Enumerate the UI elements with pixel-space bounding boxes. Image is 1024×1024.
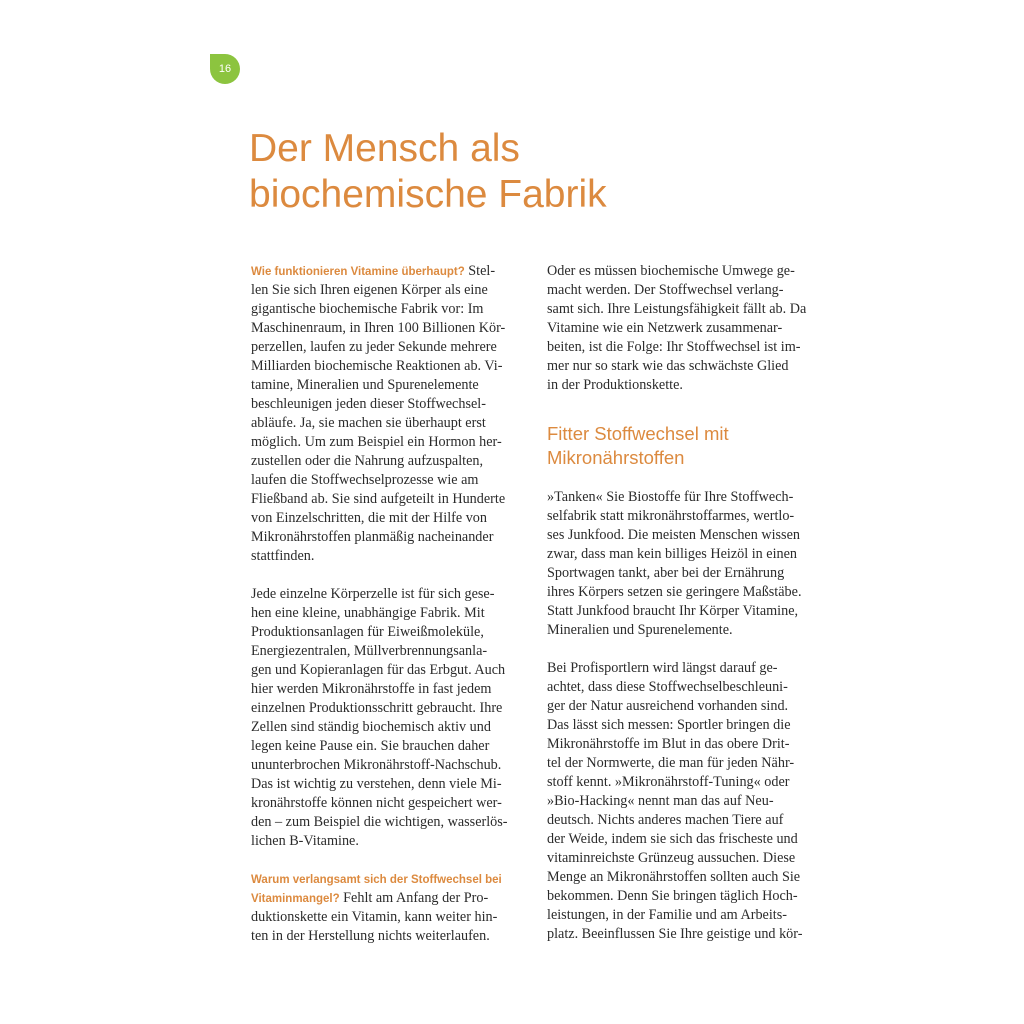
paragraph-line: hier werden Mikronährstoffe in fast jedem — [251, 681, 492, 697]
paragraph-line: beschleunigen jeden dieser Stoffwechsel- — [251, 396, 486, 412]
paragraph-line: tamine, Mineralien und Spurenelemente — [251, 377, 479, 393]
paragraph-umwege — [547, 262, 817, 395]
page-title — [249, 126, 809, 218]
paragraph-line: kronährstoffe können nicht gespeichert wer- — [251, 795, 502, 811]
paragraph-line: ununterbrochen Mikronährstoff-Nachschub. — [251, 757, 502, 773]
paragraph-text: Fehlt am Anfang der Pro- — [339, 890, 489, 906]
paragraph-line: Jede einzelne Körperzelle ist für sich gese- — [251, 586, 495, 602]
paragraph-line: Bei Profisportlern wird längst darauf ge- — [547, 660, 778, 676]
paragraph-line: hen eine kleine, unabhängige Fabrik. Mit — [251, 605, 485, 621]
paragraph-line: bekommen. Denn Sie bringen täglich Hoch- — [547, 888, 798, 904]
paragraph-line: len Sie sich Ihren eigenen Körper als eine — [251, 282, 488, 298]
paragraph-text: Stel- — [464, 263, 496, 279]
paragraph-line: Statt Junkfood braucht Ihr Körper Vitamine, — [547, 603, 799, 619]
paragraph-line: Energiezentralen, Müllverbrennungsanla- — [251, 643, 488, 659]
paragraph-line: macht werden. Der Stoffwechsel verlang- — [547, 282, 784, 298]
paragraph-vitamine — [251, 262, 521, 566]
paragraph-line: stoff kennt. »Mikronährstoff-Tuning« oder — [547, 774, 790, 790]
paragraph-line: selfabrik statt mikronährstoffarmes, wertlo- — [547, 508, 795, 524]
page-number-badge: 16 — [210, 54, 240, 84]
paragraph-line: ihres Körpers setzen sie geringere Maßstäbe. — [547, 584, 802, 600]
paragraph-line: ten in der Herstellung nichts weiterlaufen. — [251, 928, 490, 944]
paragraph-line: platz. Beeinflussen Sie Ihre geistige und kör- — [547, 926, 803, 942]
paragraph-line: Oder es müssen biochemische Umwege ge- — [547, 263, 795, 279]
subheading-line: Fitter Stoffwechsel mit — [547, 423, 729, 444]
paragraph-line: Das lässt sich messen: Sportler bringen die — [547, 717, 791, 733]
lead-question: Warum verlangsamt sich der Stoffwechsel bei — [251, 874, 502, 886]
left-column — [251, 262, 521, 946]
paragraph-line: einzelnen Produktionsschritt gebraucht. Ihre — [251, 700, 503, 716]
paragraph-profisportler — [547, 659, 817, 944]
paragraph-line: Milliarden biochemische Reaktionen ab. Vi- — [251, 358, 503, 374]
paragraph-line: achtet, dass diese Stoffwechselbeschleuni- — [547, 679, 788, 695]
paragraph-line: gen und Kopieranlagen für das Erbgut. Auch — [251, 662, 506, 678]
paragraph-line: tel der Normwerte, die man für jeden Nähr- — [547, 755, 795, 771]
paragraph-line: den – zum Beispiel die wichtigen, wasserlös- — [251, 814, 508, 830]
paragraph-line: Sportwagen tankt, aber bei der Ernährung — [547, 565, 785, 581]
paragraph-line: perzellen, laufen zu jeder Sekunde mehrere — [251, 339, 497, 355]
paragraph-line: deutsch. Nichts anderes machen Tiere auf — [547, 812, 784, 828]
paragraph-line: »Tanken« Sie Biostoffe für Ihre Stoffwech- — [547, 489, 794, 505]
paragraph-line: vitaminreichste Grünzeug aussuchen. Diese — [547, 850, 796, 866]
paragraph-line: Mineralien und Spurenelemente. — [547, 622, 733, 638]
paragraph-tanken — [547, 488, 817, 640]
paragraph-line: zustellen oder die Nahrung aufzuspalten, — [251, 453, 484, 469]
paragraph-line: »Bio-Hacking« nennt man das auf Neu- — [547, 793, 774, 809]
paragraph-line: duktionskette ein Vitamin, kann weiter hin- — [251, 909, 498, 925]
page-title-line: Der Mensch als — [249, 127, 520, 170]
paragraph-line: Zellen sind ständig biochemisch aktiv und — [251, 719, 491, 735]
paragraph-line: leistungen, in der Familie und am Arbeits- — [547, 907, 787, 923]
paragraph-line: laufen die Stoffwechselprozesse wie am — [251, 472, 479, 488]
paragraph-line — [251, 262, 521, 281]
paragraph-line: Mikronährstoffen planmäßig nacheinander — [251, 529, 494, 545]
section-subheading — [547, 422, 817, 470]
paragraph-line: abläufe. Ja, sie machen sie überhaupt erst — [251, 415, 486, 431]
paragraph-line: Das ist wichtig zu verstehen, denn viele Mi- — [251, 776, 502, 792]
paragraph-line — [251, 870, 521, 889]
page-title-line: biochemische Fabrik — [249, 173, 607, 216]
paragraph-line: der Weide, indem sie sich das frischeste und — [547, 831, 798, 847]
paragraph-line: ses Junkfood. Die meisten Menschen wissen — [547, 527, 800, 543]
paragraph-line: von Einzelschritten, die mit der Hilfe von — [251, 510, 487, 526]
paragraph-line: Menge an Mikronährstoffen sollten auch Sie — [547, 869, 801, 885]
paragraph-line: Fließband ab. Sie sind aufgeteilt in Hunderte — [251, 491, 506, 507]
paragraph-line: Mikronährstoffe im Blut in das obere Drit- — [547, 736, 790, 752]
subheading-line: Mikronährstoffen — [547, 447, 685, 468]
lead-question: Vitaminmangel? — [251, 893, 340, 905]
paragraph-line: beiten, ist die Folge: Ihr Stoffwechsel ist im- — [547, 339, 801, 355]
paragraph-line: stattfinden. — [251, 548, 315, 564]
paragraph-line: zwar, dass man kein billiges Heizöl in einen — [547, 546, 798, 562]
paragraph-line: mer nur so stark wie das schwächste Glied — [547, 358, 789, 374]
right-column — [547, 262, 817, 944]
paragraph-line — [251, 889, 521, 908]
paragraph-stoffwechsel — [251, 870, 521, 946]
paragraph-line: lichen B-Vitamine. — [251, 833, 359, 849]
paragraph-line: legen keine Pause ein. Sie brauchen daher — [251, 738, 490, 754]
paragraph-koerperzelle — [251, 585, 521, 851]
paragraph-line: möglich. Um zum Beispiel ein Hormon her- — [251, 434, 502, 450]
paragraph-line: in der Produktionskette. — [547, 377, 683, 393]
paragraph-line: gigantische biochemische Fabrik vor: Im — [251, 301, 484, 317]
paragraph-line: Vitamine wie ein Netzwerk zusammenar- — [547, 320, 783, 336]
paragraph-line: samt sich. Ihre Leistungsfähigkeit fällt ab. Da — [547, 301, 807, 317]
paragraph-line: ger der Natur ausreichend vorhanden sind. — [547, 698, 789, 714]
lead-question: Wie funktionieren Vitamine überhaupt? — [251, 266, 465, 278]
paragraph-line: Maschinenraum, in Ihren 100 Billionen Kör- — [251, 320, 506, 336]
paragraph-line: Produktionsanlagen für Eiweißmoleküle, — [251, 624, 484, 640]
